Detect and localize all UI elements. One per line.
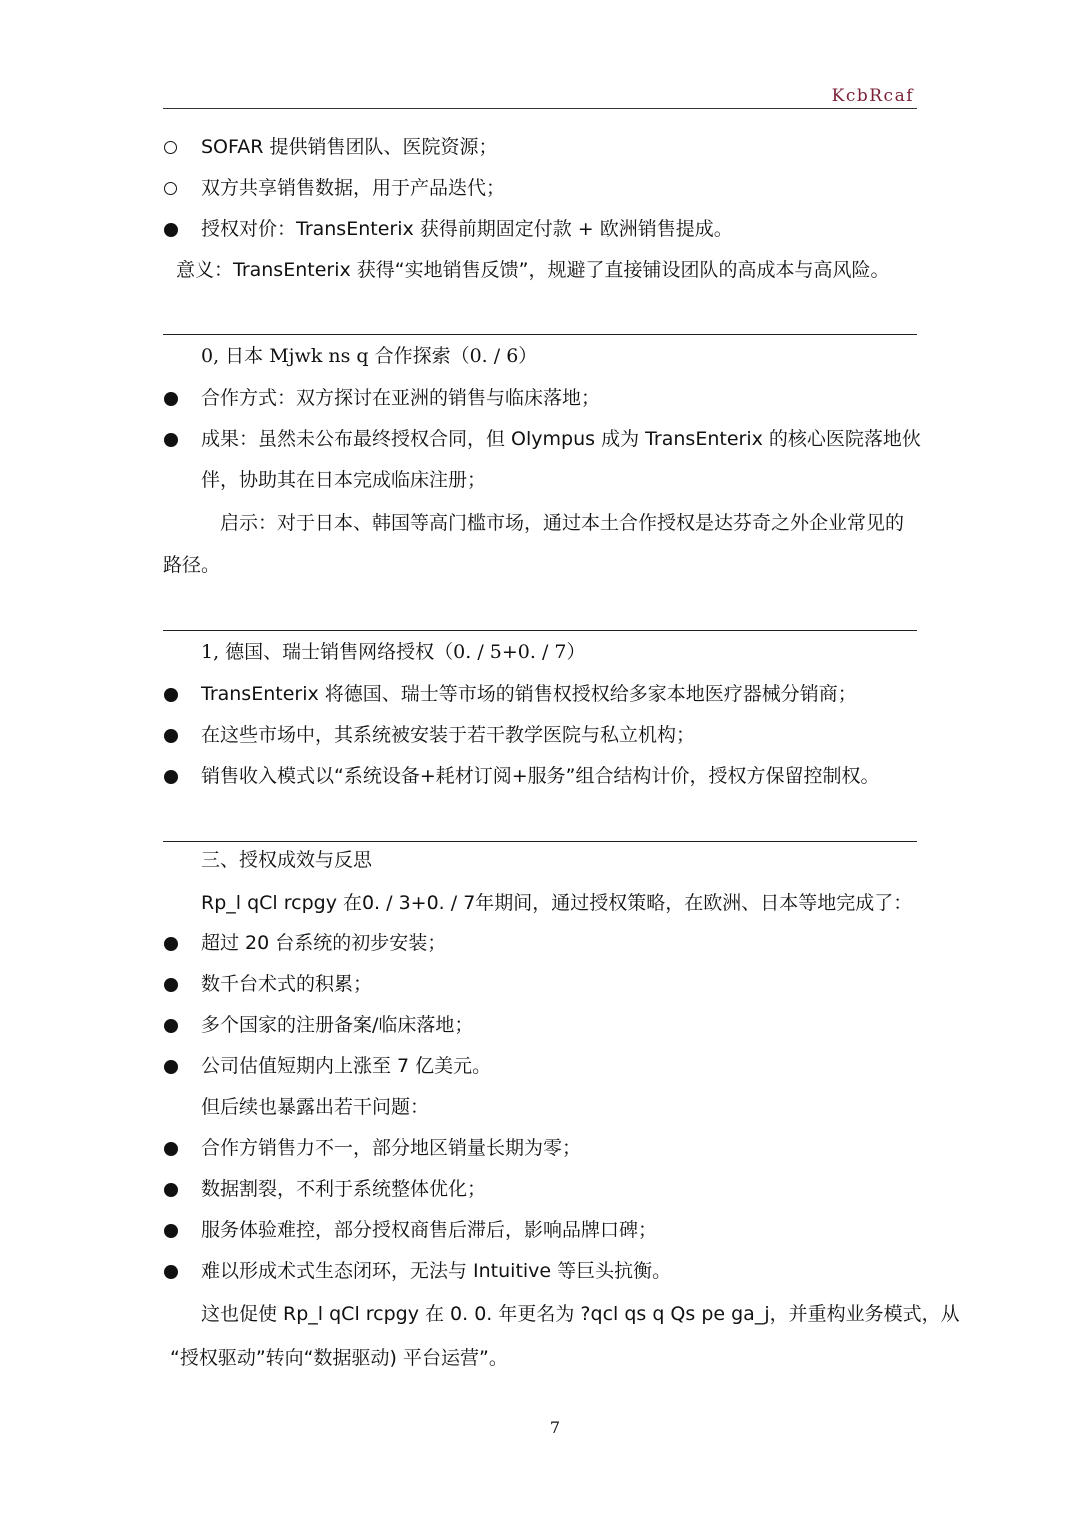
insight-text: 启示：对于日本、韩国等高门槛市场，通过本土合作授权是达芬奇之外企业常见的 xyxy=(220,512,905,534)
bullet-icon xyxy=(164,770,178,784)
list-item: 服务体验难控，部分授权商售后滞后，影响品牌口碑； xyxy=(201,1219,658,1241)
bullet-hollow-icon xyxy=(164,141,177,154)
insight-text-continued: 路径。 xyxy=(163,554,221,576)
bullet-icon xyxy=(164,1224,178,1238)
header-mark: KcbRcaf xyxy=(831,86,914,106)
significance-text: 意义：TransEnterix 获得“实地销售反馈”，规避了直接铺设团队的高成本与高风险。 xyxy=(176,259,890,281)
bullet-icon xyxy=(164,1183,178,1197)
section-heading: 三、授权成效与反思 xyxy=(201,849,373,871)
section-rule xyxy=(163,841,917,842)
list-item: TransEnterix 将德国、瑞士等市场的销售权授权给多家本地医疗器械分销商； xyxy=(201,683,857,705)
list-item-continuation: 伴，协助其在日本完成临床注册； xyxy=(201,469,487,491)
bullet-icon xyxy=(164,392,178,406)
list-item: 在这些市场中，其系统被安装于若干教学医院与私立机构； xyxy=(201,724,696,746)
list-item: 合作方式：双方探讨在亚洲的销售与临床落地； xyxy=(201,387,601,409)
bullet-icon xyxy=(164,433,178,447)
bullet-icon xyxy=(164,978,178,992)
problems-intro: 但后续也暴露出若干问题： xyxy=(201,1096,430,1118)
bullet-icon xyxy=(164,223,178,237)
list-item: 多个国家的注册备案/临床落地； xyxy=(201,1014,474,1036)
conclusion-text: 这也促使 Rp_l qCl rcpgy 在 0. 0. 年更名为 ?qcl qs q Qs pe ga_j，并重构业务模式，从 xyxy=(201,1303,960,1325)
list-item: 难以形成术式生态闭环，无法与 Intuitive 等巨头抗衡。 xyxy=(201,1260,672,1282)
section-heading: 0, 日本 Mjwk ns q 合作探索（0. / 6） xyxy=(201,345,538,367)
list-item: 数千台术式的积累； xyxy=(201,973,373,995)
list-item: 超过 20 台系统的初步安装； xyxy=(201,932,447,954)
section-rule xyxy=(163,630,917,631)
bullet-icon xyxy=(164,1142,178,1156)
section-rule xyxy=(163,334,917,335)
bullet-icon xyxy=(164,1019,178,1033)
list-item: 合作方销售力不一，部分地区销量长期为零； xyxy=(201,1137,582,1159)
section-heading: 1, 德国、瑞士销售网络授权（0. / 5+0. / 7） xyxy=(201,641,586,663)
list-item: 成果：虽然未公布最终授权合同，但 Olympus 成为 TransEnterix 的核心医院落地伙 xyxy=(201,428,921,450)
list-item: 授权对价：TransEnterix 获得前期固定付款 + 欧洲销售提成。 xyxy=(201,218,733,240)
list-item: 数据割裂，不利于系统整体优化； xyxy=(201,1178,487,1200)
conclusion-text-continued: “授权驱动”转向“数据驱动) 平台运营”。 xyxy=(170,1347,508,1369)
bullet-icon xyxy=(164,1060,178,1074)
header-rule xyxy=(163,108,917,109)
list-item: 公司估值短期内上涨至 7 亿美元。 xyxy=(201,1055,492,1077)
bullet-icon xyxy=(164,937,178,951)
list-item: 销售收入模式以“系统设备+耗材订阅+服务”组合结构计价，授权方保留控制权。 xyxy=(201,765,880,787)
bullet-icon xyxy=(164,1265,178,1279)
bullet-icon xyxy=(164,688,178,702)
intro-text: Rp_l qCl rcpgy 在0. / 3+0. / 7年期间，通过授权策略，在欧洲、日本等地完成了： xyxy=(201,892,913,914)
bullet-hollow-icon xyxy=(164,182,177,195)
list-item: SOFAR 提供销售团队、医院资源； xyxy=(201,136,498,158)
page-number: 7 xyxy=(549,1418,561,1437)
list-item: 双方共享销售数据，用于产品迭代； xyxy=(201,177,506,199)
bullet-icon xyxy=(164,729,178,743)
